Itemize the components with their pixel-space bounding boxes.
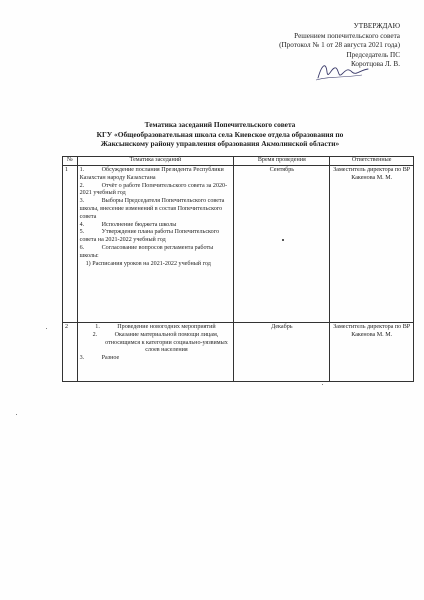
table-header-row	[63, 157, 414, 166]
bullet-dot	[282, 239, 284, 241]
row-time: Декабрь	[234, 323, 330, 382]
row-responsible: Заместитель директора по ВР Какенова М. М.	[330, 166, 414, 323]
topic-item: 6. Согласование вопросов регламента работы школы:	[79, 244, 214, 259]
scan-speck	[322, 384, 323, 385]
topic-item: 2. Оказание материальной помощи лицам, относящимся к категории социально-уязвимых слоев населения	[92, 331, 228, 354]
topic-item: 4. Исполнение бюджета школы	[79, 221, 177, 228]
row-number: 1	[63, 166, 78, 323]
topic-subitem: 1) Расписания уроков на 2021-2022 учебный год	[85, 260, 211, 267]
header-topic: Тематика заседаний	[77, 157, 234, 166]
meetings-table	[62, 156, 414, 382]
table-row	[63, 323, 414, 382]
approval-decision: Решением попечительского совета	[294, 31, 400, 40]
topic-item: 1. Проведение новогодних мероприятий	[95, 324, 216, 330]
approval-heading: УТВЕРЖДАЮ	[353, 22, 400, 30]
topic-item: 3. Выборы Председателя Попечительского совета школы, внесение изменений в состав Попечительского совета	[79, 198, 225, 220]
row-number: 2	[63, 323, 78, 382]
handwritten-signature	[312, 60, 372, 84]
approval-chair-title: Председатель ПС	[346, 50, 400, 59]
row-topics	[77, 166, 234, 323]
title-line-2: КГУ «Общеобразовательная школа села Киевское отдела образования по	[96, 129, 344, 139]
row-time	[234, 166, 330, 323]
topic-item: 2. Отчёт о работе Попечительского совета за 2020-2021 учебный год	[79, 182, 228, 197]
topic-item: 1. Обсуждение послания Президента Республики Казахстан народу Казахстана	[79, 167, 224, 181]
document-title	[60, 120, 380, 149]
title-line-3: Жаксынскому району управления образования Акмолинской области»	[100, 139, 340, 149]
header-time: Время проведения	[234, 157, 330, 166]
scan-speck	[16, 414, 17, 415]
topic-item: 3. Разное	[79, 355, 120, 362]
time-value: Сентябрь	[269, 167, 295, 173]
table-row	[63, 166, 414, 323]
approval-protocol: (Протокол № 1 от 28 августа 2021 года)	[279, 41, 400, 50]
approval-chair-name: Коротцова Л. В.	[350, 60, 400, 69]
title-line-1: Тематика заседаний Попечительского совета	[144, 120, 296, 129]
scan-speck	[46, 328, 47, 329]
topic-item: 5. Утверждение плана работы Попечительского совета на 2021-2022 учебный год	[79, 229, 220, 244]
header-responsible: Ответственные	[330, 157, 414, 166]
header-num: №	[63, 157, 78, 166]
row-topics	[77, 323, 234, 382]
row-responsible: Заместитель директора по ВР Какенова М. М.	[330, 323, 414, 382]
